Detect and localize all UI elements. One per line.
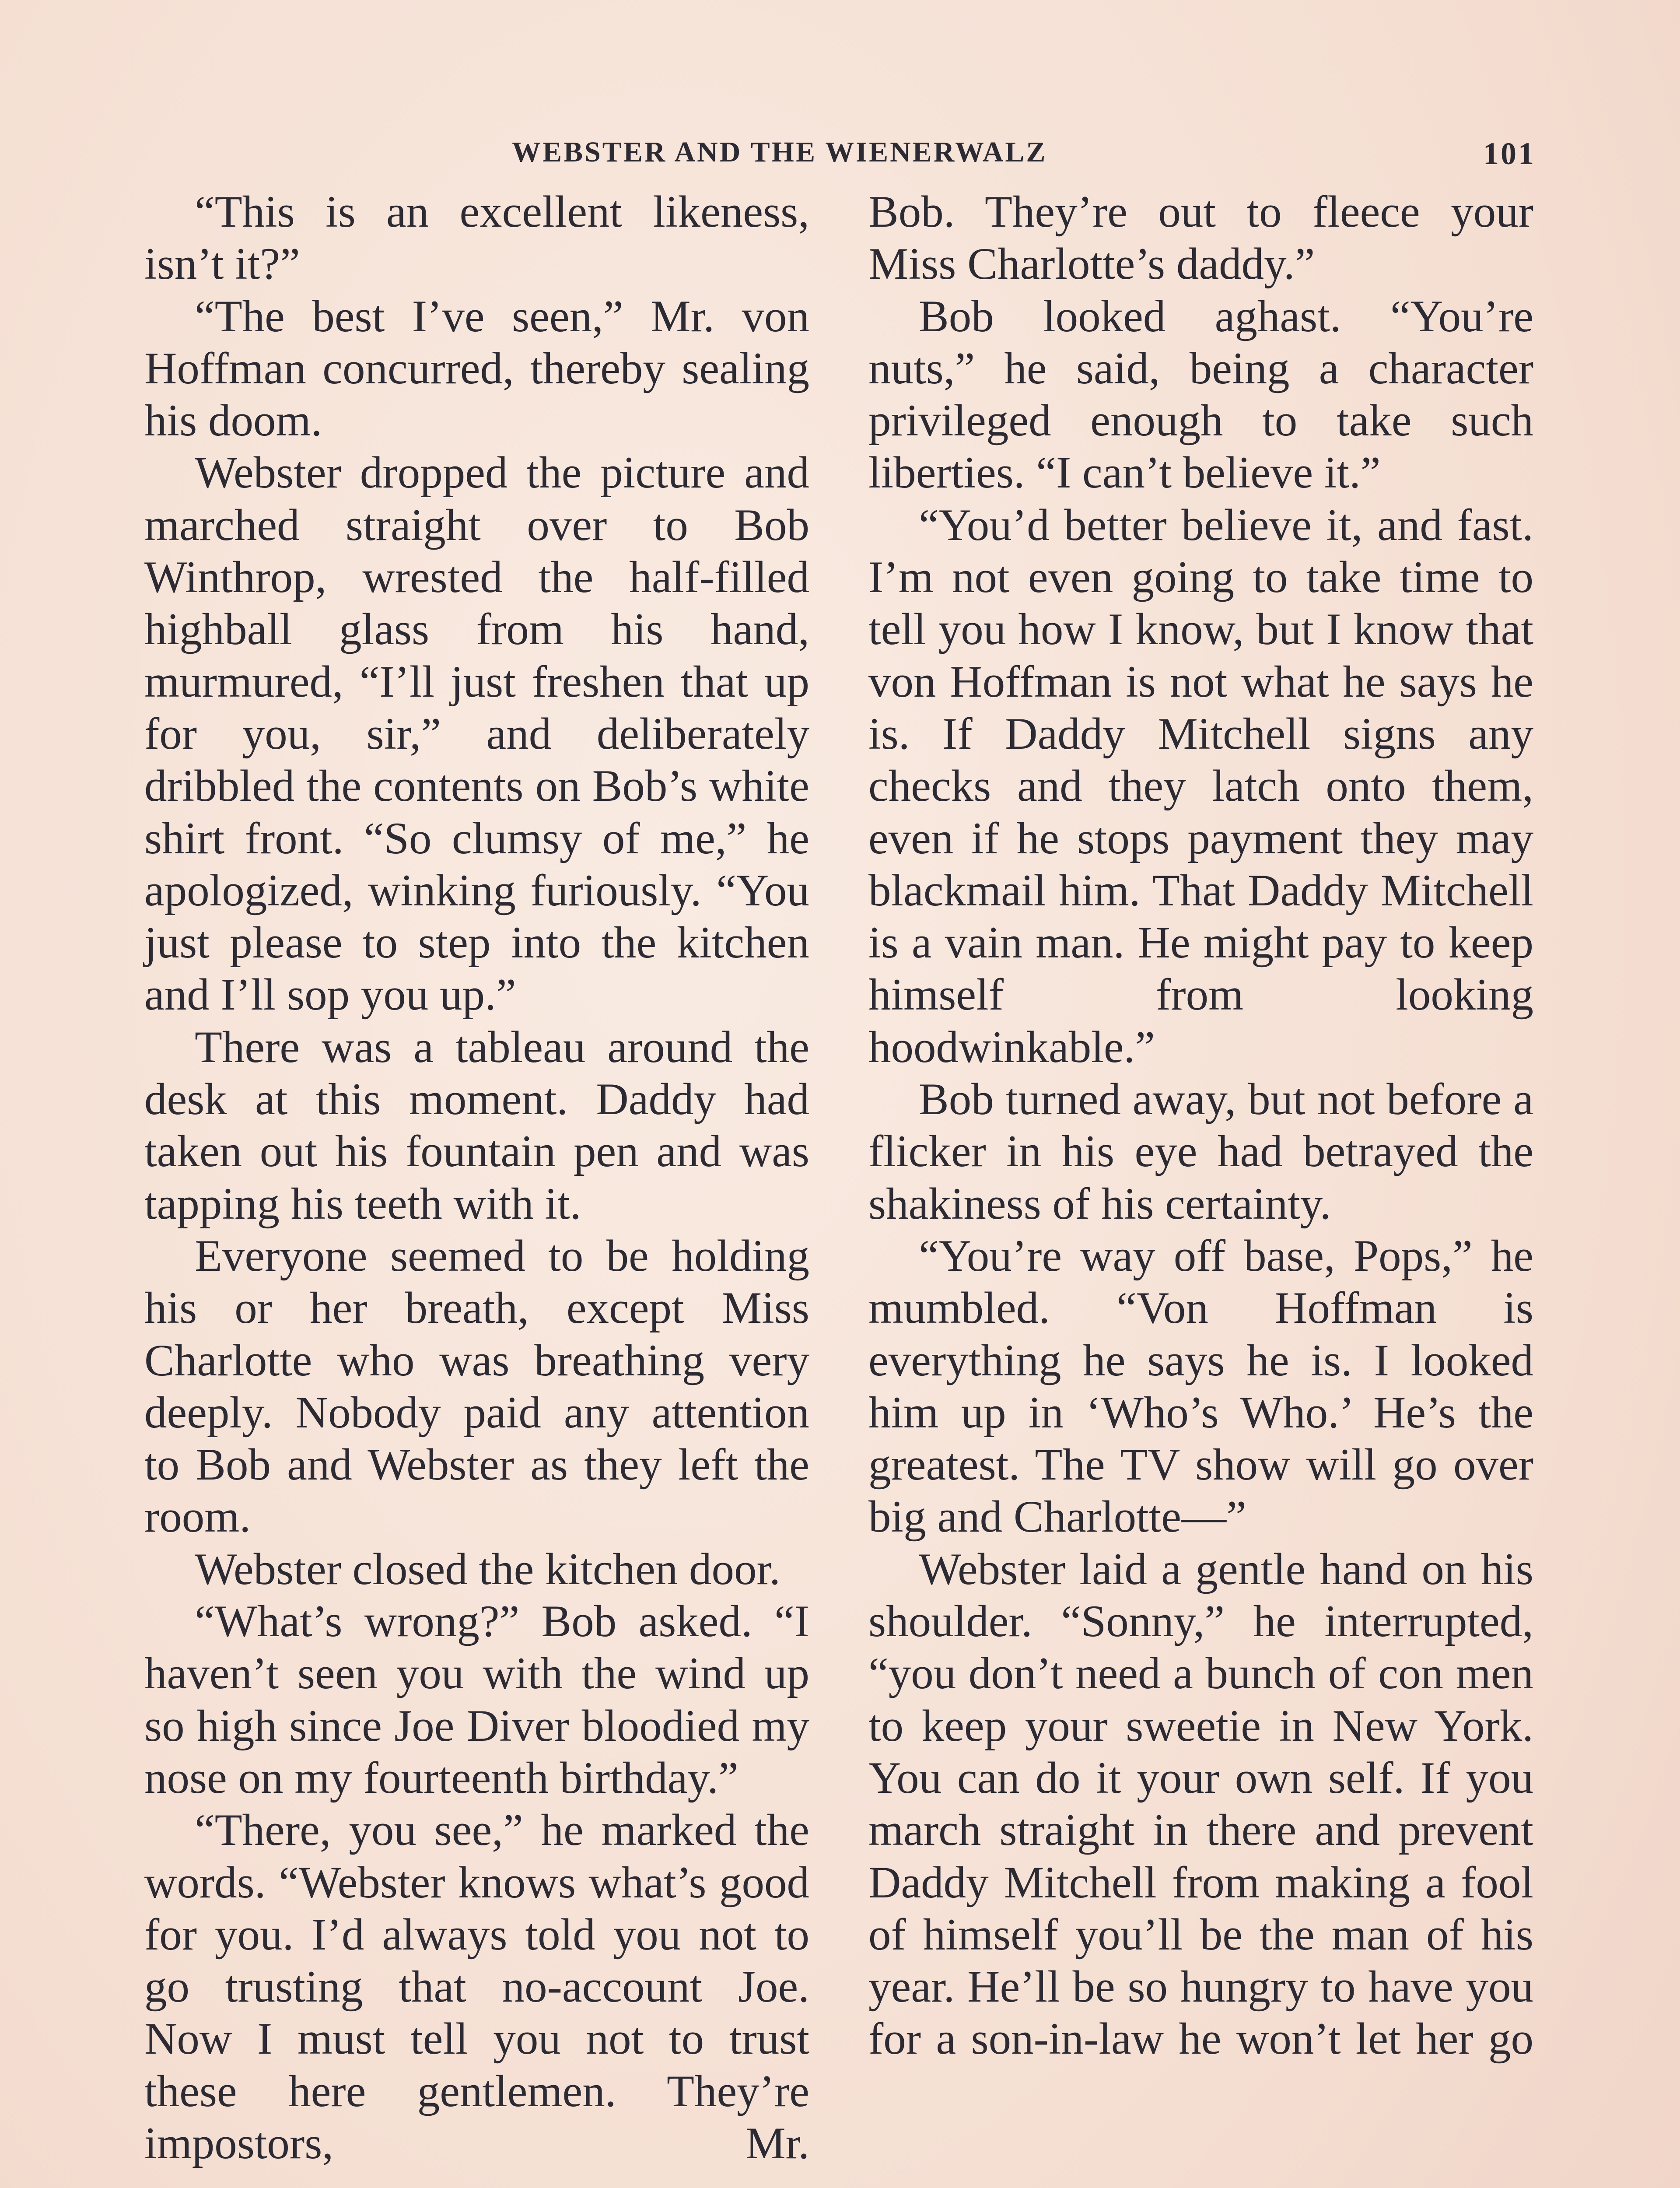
paragraph: “You’d better believe it, and fast. I’m not even going to take time to tell you how I know, but I know that von Hoffman is not what he says he is. If Daddy Mitchell signs any checks and they latch onto them, even if he stops payment they may blackmail him. That Daddy Mitchell is a vain man. He might pay to keep himself from looking hoodwinkable.”: [868, 500, 1533, 1072]
paragraph: Webster closed the kitchen door.: [195, 1544, 780, 1594]
left-column: [144, 186, 809, 2170]
paragraph: Webster laid a gentle hand on his shoulder. “Sonny,” he interrupted, “you don’t need a bunch of con men to keep your sweetie in New York. You can do it your own self. If you march straight in there and prevent Daddy Mitchell from making a fool of himself you’ll be the man of his year. He’ll be so hungry to have you for a son-in-law he won’t let her go: [868, 1544, 1533, 2064]
paragraph: Bob. They’re out to fleece your Miss Charlotte’s daddy.”: [868, 187, 1533, 289]
paragraph: “You’re way off base, Pops,” he mumbled. “Von Hoffman is everything he says he is. I looked him up in ‘Who’s Who.’ He’s the greatest. The TV show will go over big and Charlotte—”: [868, 1231, 1533, 1542]
paragraph: “There, you see,” he marked the words. “Webster knows what’s good for you. I’d always told you not to go trusting that no-account Joe. Now I must tell you not to trust these here gentlemen. They’re impostors, Mr.: [144, 1805, 809, 2168]
paragraph: Everyone seemed to be holding his or her breath, except Miss Charlotte who was breathing very deeply. Nobody paid any attention to Bob and Webster as they left the room.: [144, 1231, 809, 1542]
running-head: [144, 131, 1536, 179]
paragraph: “This is an excellent likeness, isn’t it?”: [144, 187, 809, 289]
paragraph: There was a tableau around the desk at this moment. Daddy had taken out his fountain pen and was tapping his teeth with it.: [144, 1022, 809, 1229]
running-title: WEBSTER AND THE WIENERWALZ: [512, 136, 1047, 168]
right-column: [868, 186, 1533, 2065]
page-number: 101: [1483, 136, 1536, 171]
paragraph: Webster dropped the picture and marched straight over to Bob Winthrop, wrested the half-filled highball glass from his hand, murmured, “I’ll just freshen that up for you, sir,” and deliberately dribbled the contents on Bob’s white shirt front. “So clumsy of me,” he apologized, winking furiously. “You just please to step into the kitchen and I’ll sop you up.”: [144, 448, 809, 1020]
paragraph: “The best I’ve seen,” Mr. von Hoffman concurred, thereby sealing his doom.: [144, 291, 809, 446]
paragraph: “What’s wrong?” Bob asked. “I haven’t seen you with the wind up so high since Joe Diver bloodied my nose on my fourteenth birthday.”: [144, 1596, 809, 1803]
paragraph: Bob looked aghast. “You’re nuts,” he said, being a character privileged enough to take such liberties. “I can’t believe it.”: [868, 291, 1533, 498]
paragraph: Bob turned away, but not before a flicker in his eye had betrayed the shakiness of his certainty.: [868, 1074, 1533, 1229]
